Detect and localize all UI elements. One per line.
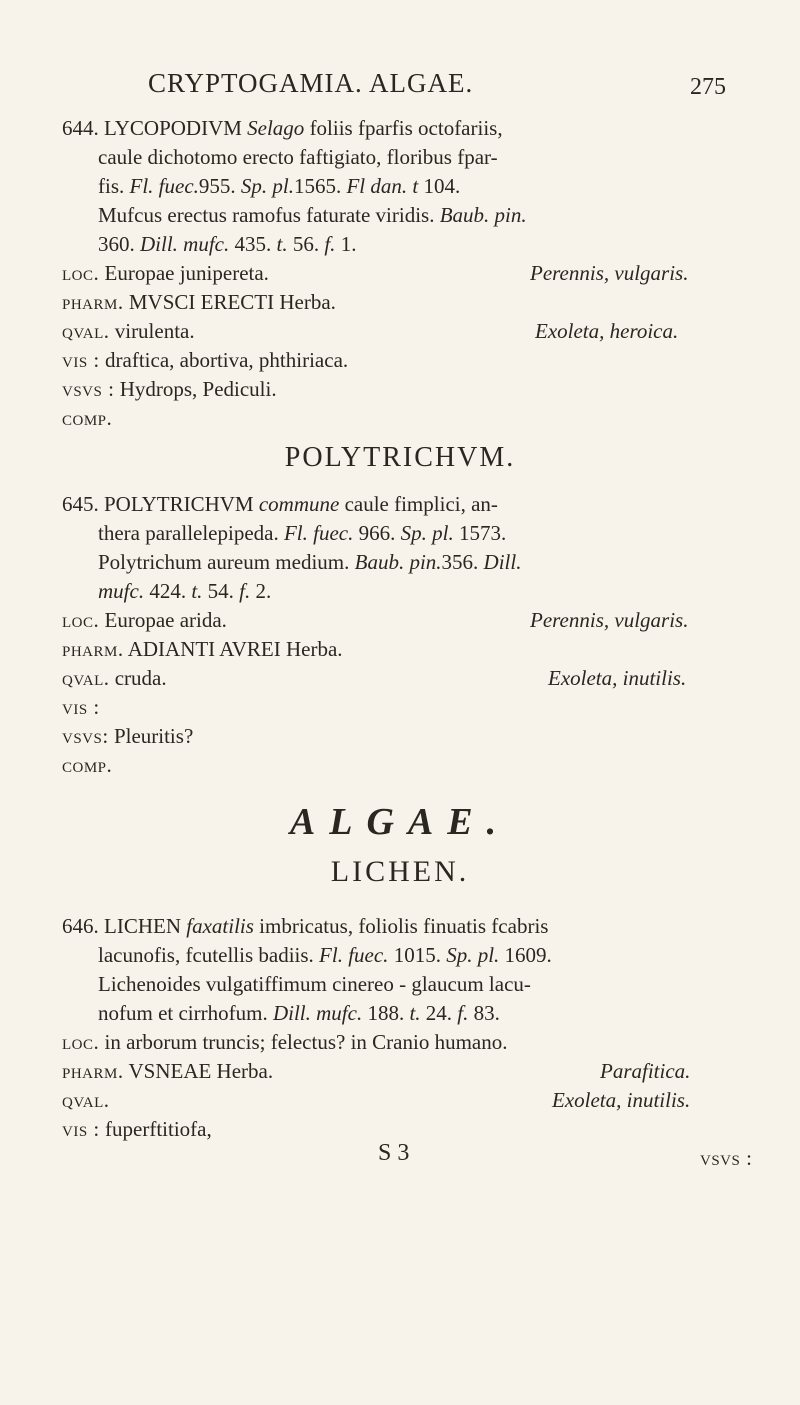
entry-644-comp: comp. bbox=[62, 406, 113, 430]
entry-646-loc: loc. in arborum truncis; felectus? in Cranio humano. bbox=[62, 1030, 508, 1054]
entry-644-qval: qval. virulenta. bbox=[62, 319, 195, 343]
entry-646-pharm-note: Parafitica. bbox=[600, 1059, 691, 1083]
entry-645-vis: vis : bbox=[62, 695, 100, 719]
entry-644-vis: vis : draftica, abortiva, phthiriaca. bbox=[62, 348, 349, 372]
entry-645-line-3: Polytrichum aureum medium. Baub. pin.356. Dill. bbox=[98, 550, 522, 574]
entry-644-line-3: fis. Fl. fuec.955. Sp. pl.1565. Fl dan. t 104. bbox=[98, 174, 461, 198]
entry-645-qval-note: Exoleta, inutilis. bbox=[548, 666, 687, 690]
entry-646-vis: vis : fuperftitiofa, bbox=[62, 1117, 212, 1141]
entry-646-line-1: 646. LICHEN faxatilis imbricatus, foliolis finuatis fcabris bbox=[62, 914, 549, 938]
entry-646-qval-note: Exoleta, inutilis. bbox=[552, 1088, 691, 1112]
entry-645-line-1: 645. POLYTRICHVM commune caule fimplici, an- bbox=[62, 492, 498, 516]
entry-644-loc: loc. Europae junipereta. bbox=[62, 261, 269, 285]
entry-645-comp: comp. bbox=[62, 753, 113, 777]
algae-heading: ALGAE. bbox=[289, 801, 511, 843]
entry-644-line-5: 360. Dill. mufc. 435. t. 56. f. 1. bbox=[98, 232, 357, 256]
entry-646-qval: qval. bbox=[62, 1088, 110, 1112]
running-title: CRYPTOGAMIA. ALGAE. bbox=[148, 68, 474, 98]
entry-646-line-4: nofum et cirrhofum. Dill. mufc. 188. t. 24. f. 83. bbox=[98, 1001, 500, 1025]
entry-645-vsvs: vsvs: Pleuritis? bbox=[62, 724, 194, 748]
running-header bbox=[0, 68, 800, 108]
entry-645-line-4: mufc. 424. t. 54. f. 2. bbox=[98, 579, 272, 603]
entry-644-line-2: caule dichotomo erecto faftigiato, floribus fpar- bbox=[98, 145, 498, 169]
entry-644-line-1: 644. LYCOPODIVM Selago foliis fparfis octofariis, bbox=[62, 116, 503, 140]
entry-645-qval: qval. cruda. bbox=[62, 666, 167, 690]
entry-644-qval-note: Exoleta, heroica. bbox=[535, 319, 679, 343]
signature-mark: S 3 bbox=[378, 1140, 410, 1166]
entry-646-line-2: lacunofis, fcutellis badiis. Fl. fuec. 1015. Sp. pl. 1609. bbox=[98, 943, 552, 967]
entry-646-line-3: Lichenoides vulgatiffimum cinereo - glaucum lacu- bbox=[98, 972, 531, 996]
polytrichum-heading: POLYTRICHVM. bbox=[284, 442, 516, 473]
lichen-heading: LICHEN. bbox=[330, 855, 470, 888]
entry-645-loc-note: Perennis, vulgaris. bbox=[530, 608, 689, 632]
entry-646-pharm: pharm. VSNEAE Herba. bbox=[62, 1059, 274, 1083]
entry-645-loc: loc. Europae arida. bbox=[62, 608, 227, 632]
entry-644-line-4: Mufcus erectus ramofus faturate viridis. Baub. pin. bbox=[98, 203, 527, 227]
page-number: 275 bbox=[690, 74, 726, 100]
entry-645-line-2: thera parallelepipeda. Fl. fuec. 966. Sp. pl. 1573. bbox=[98, 521, 507, 545]
entry-644-loc-note: Perennis, vulgaris. bbox=[530, 261, 689, 285]
entry-645-pharm: pharm. ADIANTI AVREI Herba. bbox=[62, 637, 343, 661]
catchword: vsvs : bbox=[700, 1146, 753, 1170]
entry-644-vsvs: vsvs : Hydrops, Pediculi. bbox=[62, 377, 277, 401]
entry-644-pharm: pharm. MVSCI ERECTI Herba. bbox=[62, 290, 336, 314]
